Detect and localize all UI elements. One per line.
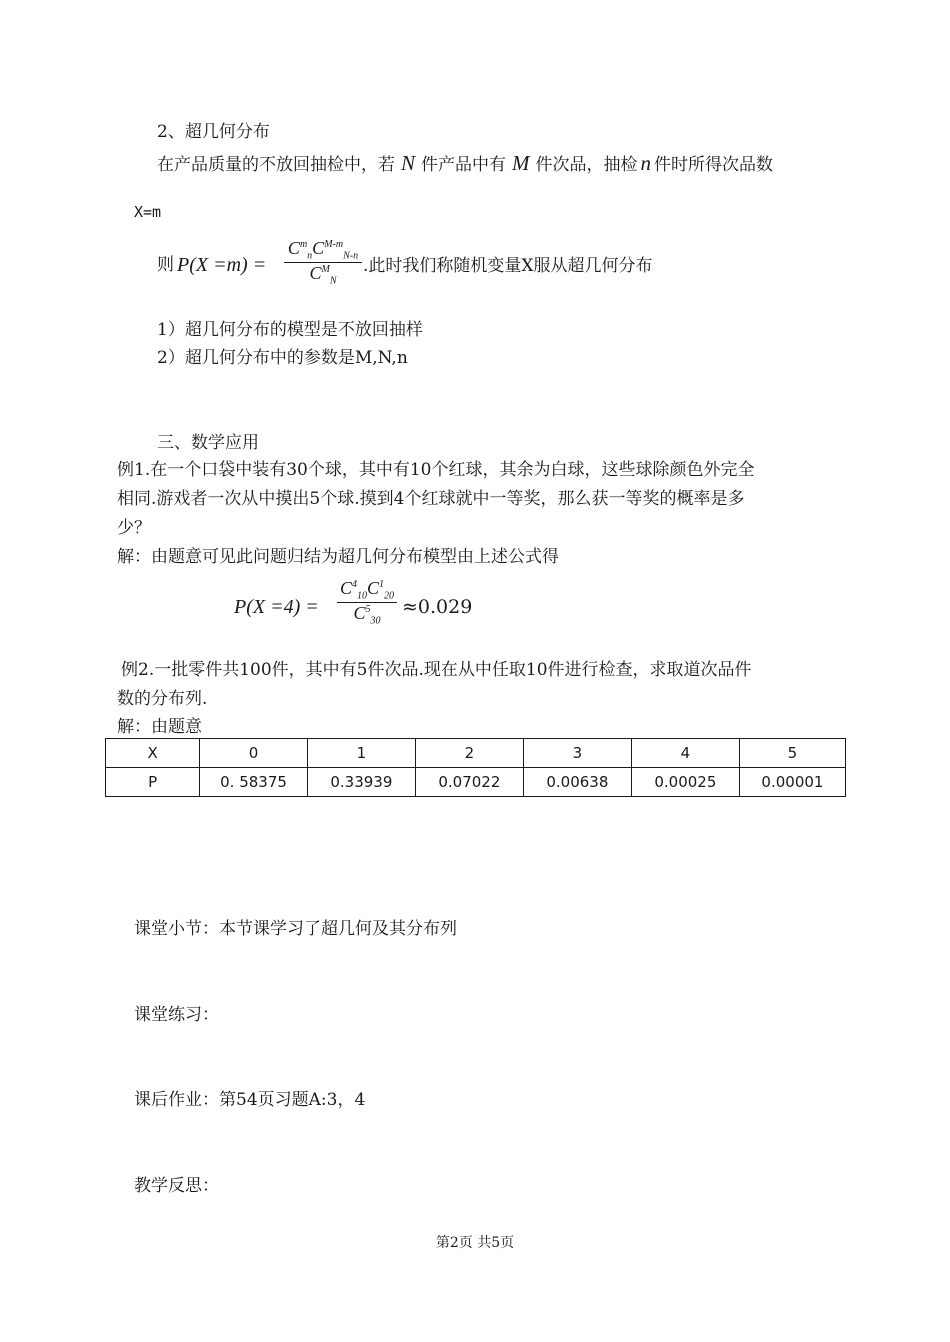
formula2-fraction	[337, 578, 397, 626]
table-cell: 0.00025	[631, 768, 739, 797]
formula1-tail: .此时我们称随机变量X服从超几何分布	[363, 256, 653, 276]
table-cell: X	[106, 739, 200, 768]
solution2: 解：由题意	[117, 717, 202, 737]
table-header-row	[106, 739, 846, 768]
example2-line2: 数的分布列.	[117, 689, 208, 709]
table-cell: 0.00638	[523, 768, 631, 797]
note-1: 1）超几何分布的模型是不放回抽样	[157, 320, 423, 340]
table-cell: 0	[200, 739, 308, 768]
intro-text-a: 在产品质量的不放回抽检中，若	[157, 155, 395, 175]
formula2-lhs: P(X =4) =	[234, 596, 319, 618]
table-cell: 0.33939	[307, 768, 415, 797]
homework: 课后作业：第54页习题A:3，4	[134, 1090, 366, 1110]
example1-line3: 少？	[117, 518, 151, 538]
solution1: 解：由题意可见此问题归结为超几何分布模型由上述公式得	[117, 547, 559, 567]
formula2-result: ≈0.029	[402, 596, 473, 618]
table-cell: 5	[739, 739, 845, 768]
formula2-denominator: $C^5_{30}$	[353, 602, 381, 627]
formula2-numerator: $C^4_{10}C^1_{20}$	[339, 578, 395, 602]
distribution-table	[105, 738, 846, 797]
symbol-n: n	[640, 151, 652, 175]
section3-heading: 三、数学应用	[157, 433, 259, 453]
intro-text-b: 件产品中有	[421, 155, 507, 175]
page-footer: 第2页 共5页	[435, 1235, 515, 1251]
symbol-N: N	[401, 151, 416, 175]
lesson-summary: 课堂小节：本节课学习了超几何及其分布列	[134, 919, 457, 939]
formula1-numerator: $C^m_nC^{M-m}_{N-n}$	[287, 238, 359, 262]
table-cell: 1	[307, 739, 415, 768]
formula1-lhs: P(X =m) =	[177, 254, 267, 276]
intro-text-d: 件时所得次品数	[654, 155, 774, 175]
table-cell: 4	[631, 739, 739, 768]
x-equals-m: X=m	[134, 203, 162, 221]
table-cell: 2	[415, 739, 523, 768]
table-cell: P	[106, 768, 200, 797]
formula1-fraction	[284, 238, 362, 286]
example2-line1: 例2.一批零件共100件，其中有5件次品.现在从中任取10件进行检查，求取道次品件	[121, 660, 752, 680]
table-cell: 0.00001	[739, 768, 845, 797]
example1-line1: 例1.在一个口袋中装有30个球，其中有10个红球，其余为白球，这些球除颜色外完全	[117, 460, 755, 480]
symbol-M: M	[512, 151, 530, 175]
example1-line2: 相同.游戏者一次从中摸出5个球.摸到4个红球就中一等奖，那么获一等奖的概率是多	[117, 489, 745, 509]
table-cell: 0.07022	[415, 768, 523, 797]
table-row	[106, 768, 846, 797]
teaching-reflection: 教学反思：	[134, 1176, 219, 1196]
class-practice: 课堂练习：	[134, 1005, 219, 1025]
intro-text-c: 件次品，抽检	[535, 155, 638, 175]
intro-paragraph	[157, 150, 773, 176]
table-cell: 0. 58375	[200, 768, 308, 797]
then-label: 则	[157, 255, 174, 275]
section-heading: 2、超几何分布	[157, 122, 270, 142]
table-cell: 3	[523, 739, 631, 768]
formula1-denominator: $C^M_N$	[309, 262, 337, 287]
note-2: 2）超几何分布中的参数是M,N,n	[157, 348, 408, 368]
